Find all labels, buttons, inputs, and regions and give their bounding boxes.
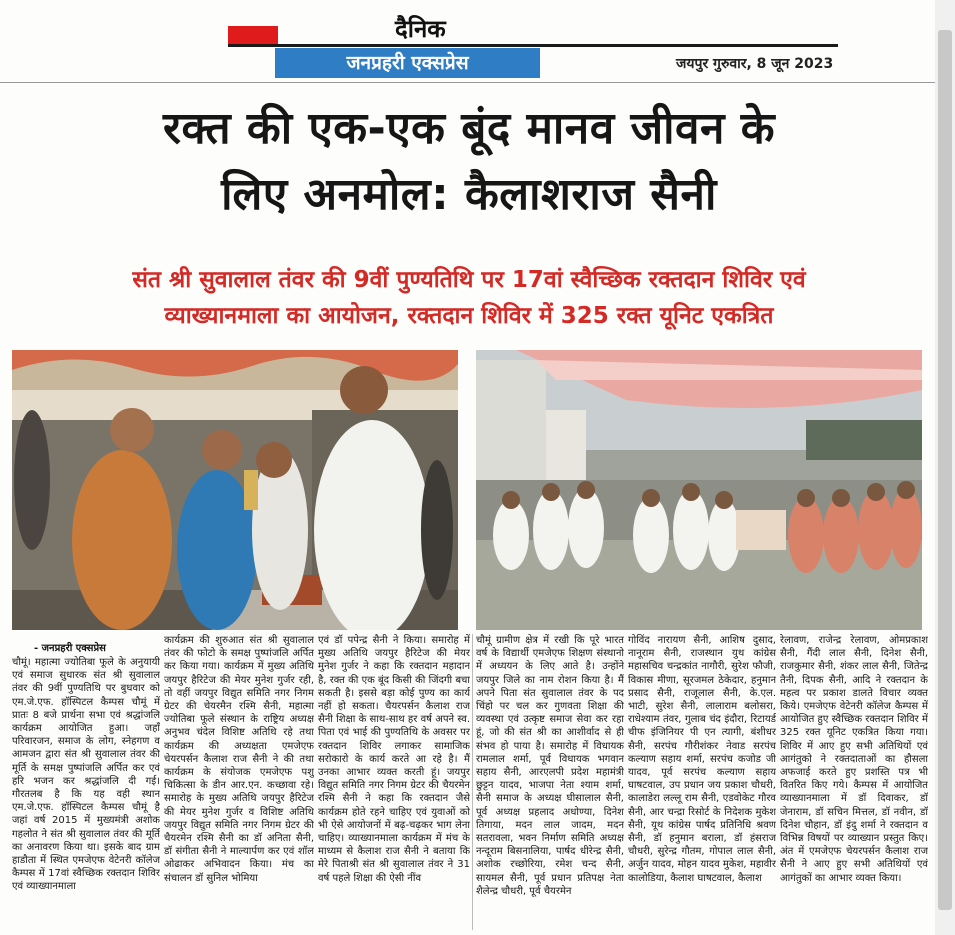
headline-line-1: रक्त की एक-एक बूंद मानव जीवन के bbox=[162, 103, 776, 154]
scrollbar-thumb[interactable] bbox=[938, 30, 952, 910]
subheadline bbox=[14, 262, 924, 334]
masthead-date: जयपुर गुरुवार, 8 जून 2023 bbox=[676, 56, 834, 72]
photo-audience-tent bbox=[476, 350, 922, 630]
article-column-3: एवं डॉ पपेन्द्र सैनी ने किया। समारोह में मुख्य अतिथि जयपुर हैरिटेज की मेयर मुनेश गुर्जर ने कहा कि रक्तदान महादान है, रक्त की एक बूंद किसी की जिंदगी बचा सकती है। इससे बड़ा कोई पुण्य का कार्य नहीं हो सकता। चैयरपर्सन कैलाश राज सैनी शिक्षा के साथ-साथ हर वर्ष अपने स्व. पिता एवं भाई की पुण्यतिथि के अवसर पर रक्तदान शिविर लगाकर सामाजिक सरोकारो के कार्य करते आ रहे है। मैं उनका आभार व्यक्त करती हूं। जयपुर विद्युत समिति नगर निगम ग्रेटर की चैयरमेन रश्मि सैनी ने कहा कि रक्तदान जैसे कार्यक्रम होते रहने चाहिए एवं युवाओं को भी ऐसे आयोजनों में बढ़-चढ़कर भाग लेना चाहिए। व्याख्यानमाला कार्यक्रम में मंच के माध्यम से कैलाश राज सैनी ने बताया कि मेरे पिताश्री संत श्री सुवालाल तंवर ने 31 वर्ष पहले शिक्षा की ऐसी नींव bbox=[318, 635, 470, 884]
masthead-name: जनप्रहरी एक्सप्रेस bbox=[346, 52, 469, 74]
masthead-red-block bbox=[228, 26, 278, 44]
subheadline-line-1: संत श्री सुवालाल तंवर की 9वीं पुण्यतिथि पर 17वां स्वैच्छिक रक्तदान शिविर एवं bbox=[132, 267, 806, 293]
masthead-daily: दैनिक bbox=[395, 14, 446, 43]
column-divider bbox=[472, 634, 473, 930]
article-column-5: गोविंद नारायण सैनी, आशिष दुसाद, नानूराम सैनी, राजस्थान युथ कांग्रेस महासचिव चन्द्रकांत नागौरी, सुरेश फौजी, विकास मीणा, सूरजमल ठेकेदार, हनुमान प्रसाद सैनी, राजूलाल सैनी, के.एल. भाटी, सुरेश सैनी, लालाराम बलोसरा, राधेश्याम तंवर, गुलाब चंद इंदौरा, रिटायर्ड चीफ इंजिनियर पी एन त्यागी, बंशीधर सैनी, सरपंच गौरीशंकर नेवाड सरपंच कल्याण सहाय शर्मा, सरपंच कजोड जी यादव, पूर्व सरपंच कल्याण सहाय घाषटवाल, उप प्रधान जय प्रकाश चौधरी, कालाडेरा लल्लू राम सैनी, एडवोकेट गौरव सैनी, आर चन्द्रा रिसोर्ट के निदेशक मुकेश सैनी, यूथ कांग्रेस पार्षद प्रतिनिधि श्रवण सैनी, डॉ हनुमान बराला, डॉ हंसराज चौधरी, सुरेन्द्र गौतम, गोपाल लाल सैनी, अर्जुन यादव, मोहन यादव मुकेश, महावीर कालोडिया, कैलाश घाषटवाल, कैलाश bbox=[628, 635, 776, 884]
article-column-1: चौमूं। महात्मा ज्योतिबा फूले के अनुयायी एवं समाज सुधारक संत श्री सुवालाल तंवर की 9वीं पुण्यतिथि पर बुधवार को एम.जे.एफ. हॉस्पिटल कैम्पस चौमूं में प्रातः 8 बजे प्रार्थना सभा एवं श्रद्धांजलि कार्यक्रम आयोजित हुआ। जहाँ परिवारजन, समाज के लोग, स्नेहगण व आमजन द्वारा संत श्री सुवालाल तंवर की मूर्ति के समक्ष पुष्पांजलि अर्पित कर एवं हरि भजन कर श्रद्धांजलि दी गई। गौरतलब है कि यह वही स्थान एम.जे.एफ. हॉस्पिटल कैम्पस चौमूं है जहां वर्ष 2015 में मुख्यमंत्री अशोक गहलोत ने संत श्री सुवालाल तंवर की मूर्ति का अनावरण किया था। इसके बाद ग्राम हाडौता में स्थित एमजेएफ वेटेनरी कॉलेज कैम्पस में 17वां स्वैच्छिक रक्तदान शिविर एवं व्याख्यानमाला bbox=[12, 657, 160, 893]
article-column-6: रेलावण, राजेन्द्र रेलावण, ओमप्रकाश सैनी, गैंदी लाल सैनी, दिनेश सैनी, राजकुमार सैनी, शंकर लाल सैनी, जितेन्द्र तैनी, दिपक सैनी, आदि ने रक्तदान के महत्व पर प्रकाश डालते विचार व्यक्त किये। एमजेएफ वेटेनरी कॉलेज कैम्पस में आयोजित हुए स्वैच्छिक रक्तदान शिविर में 325 रक्त यूनिट एकत्रित किया गया। शिविर में आए हुए सभी अतिथियों एवं आगंतुको ने रक्तदाताओं का हौसला अफजाई करते हुए प्रशस्ति पत्र भी वितरित किए गये। कैम्पस में आयोजित व्याख्यानमाला में डॉ दिवाकर, डॉ जेनाराम, डॉ सचिन मित्तल, डॉ नवीन, डॉ दिनेश चौहान, डॉ इंदु शर्मा ने रक्तदान व विभिन्न विषयों पर व्याख्यान प्रस्तुत किए। अंत में एमजेएफ चेयरपर्सन कैलाश राज सैनी ने आए हुए सभी अतिथियों एवं आगंतुकों का आभार व्यक्त किया। bbox=[780, 635, 928, 884]
header-divider bbox=[0, 82, 935, 83]
headline bbox=[14, 96, 924, 228]
headline-line-2: लिए अनमोल: कैलाशराज सैनी bbox=[221, 169, 717, 220]
subheadline-line-2: व्याख्यानमाला का आयोजन, रक्तदान शिविर में 325 रक्त यूनिट एकत्रित bbox=[164, 303, 774, 329]
article-column-2: कार्यक्रम की शुरुआत संत श्री सुवालाल तंवर की फोटो के समक्ष पुष्पांजलि अर्पित कर किया गया। कार्यक्रम में मुख्य अतिथि जयपुर हैरिटेज की मेयर मुनेश गुर्जर रही, तो वहीं जयपुर विद्युत समिति नगर निगम ग्रेटर की चेयरमैन रश्मि सैनी, महात्मा ज्योतिबा फूले संस्थान के राष्ट्रिय अध्यक्ष अनुभव चंदेल विशिष्ट अतिथि रहे तथा कार्यक्रम की अध्यक्षता एमजेएफ चेयरपर्सन कैलाश राज सैनी ने की तथा कार्यक्रम के संयोजक एमजेएफ पशु चिकित्सा के डीन आर.एन. कच्छावा रहे। समारोह के मुख्य अतिथि जयपुर हैरिटेज की मेयर मुनेश गुर्जर व विशिष्ट अतिथि जयपुर विद्युत समिति नगर निगम ग्रेटर की चैयरमेन रश्मि सैनी का डॉ अनिता सैनी, डॉ संगीता सैनी ने माल्यार्पण कर एवं शॉल ओढाकर अभिवादन किया। मंच का संचालन डॉ सुनिल भोमिया bbox=[164, 635, 314, 884]
vertical-scrollbar[interactable] bbox=[935, 0, 955, 935]
photo-credit: - जनप्रहरी एक्सप्रेस bbox=[34, 643, 106, 654]
audience-tent-illustration bbox=[476, 350, 922, 630]
masthead-rule bbox=[228, 44, 838, 47]
photo-award-ceremony bbox=[12, 350, 458, 630]
article-column-4: चौमूं ग्रामीण क्षेत्र में रखी कि पूरे भारत वर्ष के विद्यार्थी एमजेएफ शिक्षण संस्थानो में अध्ययन के लिए आते है। उन्होंने जयपुर जिले का नाम रोशन किया है। मैं अपने पिता संत सुवालाल तंवर के पद चिंहो पर चल कर गुणवता शिक्षा की व्यवस्था एवं उत्कृष्ट समाज सेवा कर रहा हूं, जो की संत श्री का आशीर्वाद से ही संभव हो पाया है। समारोह में विधायक रामलाल शर्मा, पूर्व विधायक भगवान सहाय सैनी, आरएलपी प्रदेश महामंत्री छुट्टन यादव, भाजपा नेता श्याम शर्मा, सैनी समाज के अध्यक्ष घीसालाल सैनी, पूर्व अध्यक्ष प्रहलाद अधोण्या, दिनेश तिगाया, मदन लाल जादम, मदन सतरावला, भवन निर्माण समिति अध्यक्ष नन्दूराम बिसनालिया, पार्षद धीरेन्द्र सैनी, अशोक रच्छोरिया, रमेश चन्द सैनी, सायमल सैनी, पूर्व प्रधान प्रतिपक्ष नेता शैलेन्द्र चौधरी, पूर्व चैयरमेन bbox=[476, 635, 624, 897]
award-ceremony-illustration bbox=[12, 350, 458, 630]
